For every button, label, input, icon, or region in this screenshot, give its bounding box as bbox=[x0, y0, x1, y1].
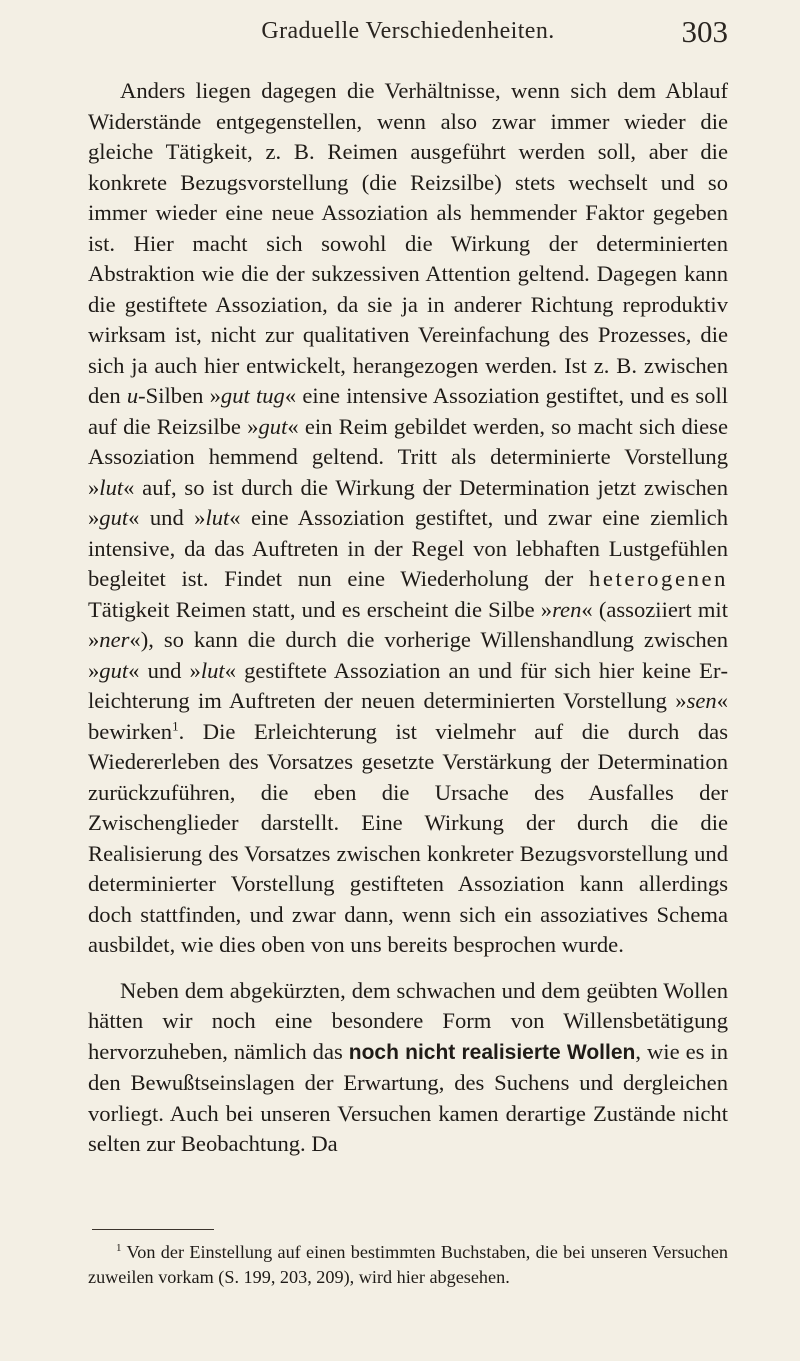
footnote-marker: 1 bbox=[116, 1241, 122, 1254]
italic-term: gut tug bbox=[220, 383, 285, 408]
italic-term: gut bbox=[99, 505, 129, 530]
text-run: -Silben » bbox=[138, 383, 221, 408]
italic-term: lut bbox=[200, 657, 225, 683]
text-run: Tätigkeit Reimen statt, und es erscheint die Silbe » bbox=[88, 596, 553, 622]
running-head bbox=[88, 14, 728, 54]
text-run: Anders liegen dagegen die Verhältnisse, wenn sich dem Ablauf Widerstände entgegenstellen, wenn also zwar immer wieder die gleiche Tätigkeit, z. B. Reimen ausgeführt werden soll, aber die konkrete Bezugsvorstellung (die Reizsilbe) stets wechselt und so immer wieder eine neue Assoziation als hemmender Faktor gegeben ist. Hier macht sich sowohl die Wirkung der determinierten Abstraktion wie die der sukzessiven Attention geltend. Dagegen kann die gestiftete Assoziation, da sie ja in anderer Richtung reproduktiv wirksam ist, nicht zur qualitativen Vereinfachung des Prozesses, die sich ja auch hier entwickelt, herangezogen werden. Ist z. B. zwischen den bbox=[88, 78, 728, 408]
text-run: « eine Assoziation gestiftet, und zwar eine ziemlich intensive, da das Auftreten in der Regel von lebhaften Lustgefühlen begleitet ist. Findet nun eine Wiederholung der bbox=[88, 505, 728, 591]
running-head-title: Graduelle Verschiedenheiten. bbox=[261, 18, 555, 44]
paragraph-2 bbox=[88, 976, 728, 1160]
footnote-reference: 1 bbox=[172, 717, 179, 733]
spaced-emphasis: heterogenen bbox=[589, 566, 728, 591]
text-run: , wie es in den Bewußtseinslagen der Erwartung, des Suchens und dergleichen vorliegt. Auch bei unseren Versuchen kamen derartige Zustände nicht selten zur Beobachtung. Da bbox=[88, 1038, 728, 1156]
text-run: «), so kann die durch die vorherige Willenshandlung zwischen » bbox=[88, 627, 728, 683]
paragraph-1 bbox=[88, 76, 728, 961]
footnote-text: Von der Einstellung auf einen bestimmten Buchstaben, die bei unseren Versuchen zuweilen vorkam (S. 199, 203, 209), wird hier abgesehen. bbox=[88, 1242, 729, 1287]
italic-term: ren bbox=[552, 596, 582, 622]
italic-term: lut bbox=[205, 505, 230, 530]
italic-term: u bbox=[126, 383, 139, 408]
text-run: « eine intensive Assoziation gestiftet, und es soll auf die Reizsilbe » bbox=[88, 383, 728, 439]
italic-term: ner bbox=[99, 627, 130, 652]
text-run: « und » bbox=[128, 657, 201, 683]
text-run: « bewirken bbox=[88, 688, 728, 744]
footnote-divider bbox=[92, 1229, 214, 1230]
footnote bbox=[88, 1240, 728, 1290]
text-run: « ein Reim gebildet werden, so macht sich diese Assoziation hemmend geltend. Tritt als determinierte Vorstellung » bbox=[88, 413, 728, 500]
text-run: « und » bbox=[128, 505, 206, 530]
italic-term: lut bbox=[99, 474, 124, 500]
italic-term: gut bbox=[99, 657, 129, 683]
bold-emphasis: noch nicht realisierte Wollen bbox=[348, 1040, 636, 1064]
body-text bbox=[88, 76, 728, 1160]
italic-term: gut bbox=[258, 413, 288, 439]
text-run: Neben dem abgekürzten, dem schwachen und dem geübten Wollen hätten wir noch eine besondere Form von Willensbetätigung hervorzuheben, nämlich das bbox=[88, 977, 728, 1064]
text-run: « auf, so ist durch die Wirkung der Determination jetzt zwischen » bbox=[88, 474, 728, 530]
italic-term: sen bbox=[686, 688, 717, 713]
text-run: « gestiftete Assoziation an und für sich hier keine Erleichterung im Auftreten der neuen determinierten Vorstellung » bbox=[88, 657, 728, 713]
text-run: « (assoziiert mit » bbox=[88, 596, 728, 652]
page-number: 303 bbox=[681, 14, 728, 49]
text-run: . Die Erleichterung ist vielmehr auf die durch das Wiedererleben des Vorsatzes gesetzte Verstärkung der Determination zurückzuführen, die eben die Ursache des Ausfalles der Zwischenglieder darstellt. Eine Wirkung der durch die die Realisierung des Vorsatzes zwischen konkreter Bezugsvorstellung und determinierter Vorstellung gestifteten Assoziation kann allerdings doch stattfinden, und zwar dann, wenn sich ein assoziatives Schema ausbildet, wie dies oben von uns bereits besprochen wurde. bbox=[88, 718, 728, 957]
